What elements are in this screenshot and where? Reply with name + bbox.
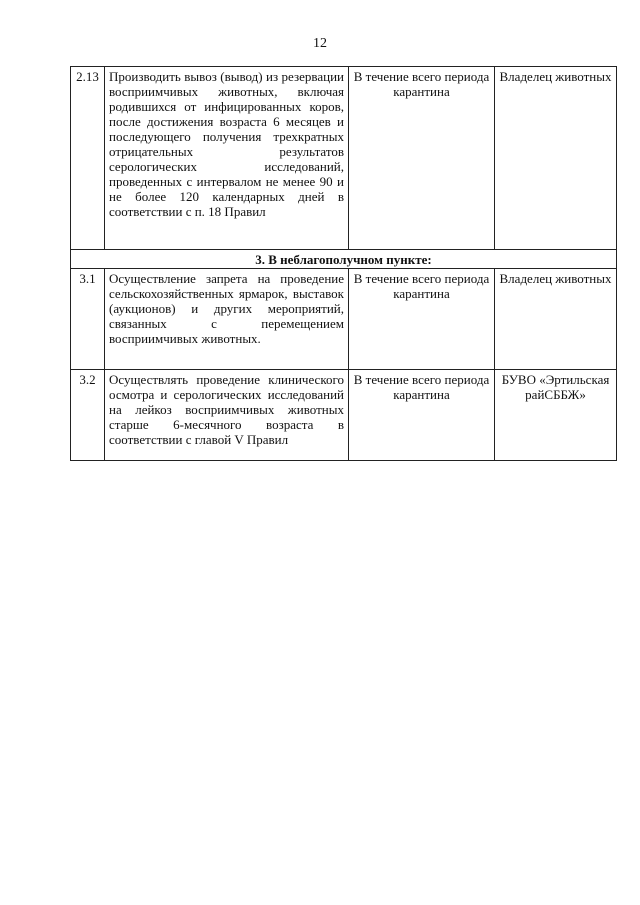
measure-responsible: Владелец животных	[495, 67, 617, 250]
table-row	[71, 370, 617, 461]
page-number: 12	[313, 36, 327, 51]
measure-term: В течение всего периода карантина	[349, 269, 495, 370]
section-header-row	[71, 250, 617, 269]
measure-responsible: БУВО «Эртильская райСББЖ»	[495, 370, 617, 461]
section-title: 3. В неблагополучном пункте:	[71, 250, 617, 269]
table-row	[71, 67, 617, 250]
measures-table	[70, 66, 617, 461]
measure-description: Осуществление запрета на проведение сельскохозяйственных ярмарок, выставок (аукционов) и других мероприятий, связанных с перемещением восприимчивых животных.	[105, 269, 349, 370]
measure-description: Производить вывоз (вывод) из резервации восприимчивых животных, включая родившихся от инфицированных коров, после достижения возраста 6 месяцев и последующего получения трехкратных отрицательных результатов серологических исследований, проведенных с интервалом не менее 90 и не более 120 календарных дней в соответствии с п. 18 Правил	[105, 67, 349, 250]
table-row	[71, 269, 617, 370]
measure-term: В течение всего периода карантина	[349, 370, 495, 461]
row-number: 2.13	[71, 67, 105, 250]
measure-responsible: Владелец животных	[495, 269, 617, 370]
row-number: 3.2	[71, 370, 105, 461]
measure-description: Осуществлять проведение клинического осмотра и серологических исследований на лейкоз восприимчивых животных старше 6-месячного возраста в соответствии с главой V Правил	[105, 370, 349, 461]
row-number: 3.1	[71, 269, 105, 370]
measure-term: В течение всего периода карантина	[349, 67, 495, 250]
